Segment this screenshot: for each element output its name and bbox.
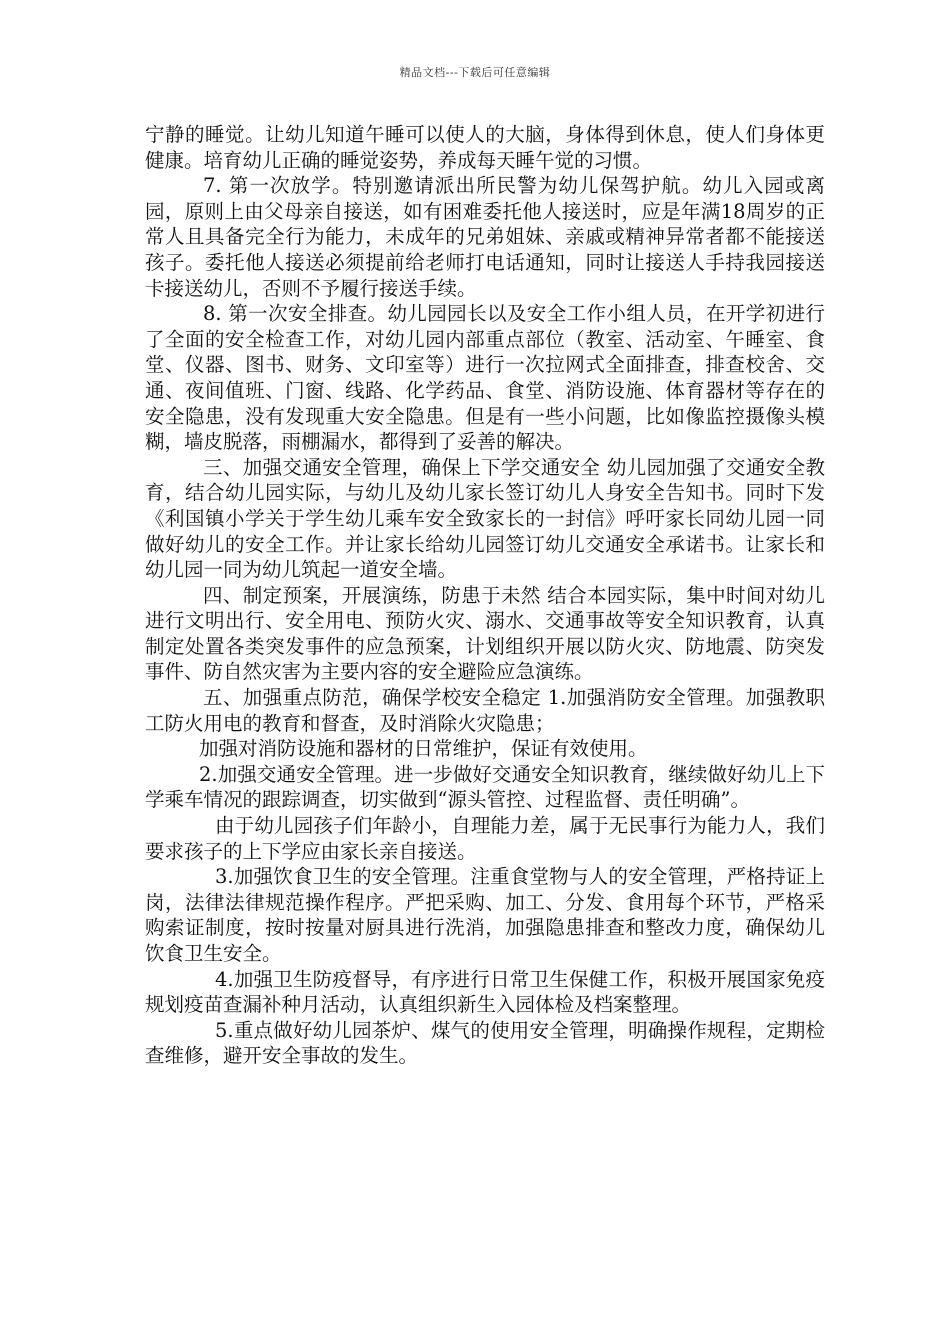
- paragraph-food-hygiene: 3.加强饮食卫生的安全管理。注重食堂物与人的安全管理，严格持证上岗，法律法律规范操作程序。严把采购、加工、分发、食用每个环节，严格采购索证制度，按时按量对厨具进行洗消，加强隐患排查和整改力度，确保幼儿饮食卫生安全。: [145, 865, 825, 965]
- document-body: [145, 122, 825, 1069]
- paragraph-parent-pickup: 由于幼儿园孩子们年龄小，自理能力差，属于无民事行为能力人，我们要求孩子的上下学应由家长亲自接送。: [145, 814, 825, 863]
- paragraph-boiler-gas: 5.重点做好幼儿园茶炉、煤气的使用安全管理，明确操作规程，定期检查维修，避开安全事故的发生。: [145, 1018, 825, 1068]
- page-header: 精品文档---下载后可任意编辑: [399, 66, 551, 79]
- paragraph-emergency-plan: 四、制定预案，开展演练，防患于未然 结合本园实际，集中时间对幼儿进行文明出行、安全用电、预防火灾、溺水、交通事故等安全知识教育，认真制定处置各类突发事件的应急预案，计划组织开展以防火灾、防地震、防突发事件、防自然灾害为主要内容的安全避险应急演练。: [145, 583, 825, 684]
- paragraph-nap-continuation: 宁静的睡觉。让幼儿知道午睡可以使人的大脑，身体得到休息，使人们身体更健康。培育幼儿正确的睡觉姿势，养成每天睡午觉的习惯。: [145, 123, 825, 172]
- paragraph-traffic-safety: 三、加强交通安全管理，确保上下学交通安全 幼儿园加强了交通安全教育，结合幼儿园实际，与幼儿及幼儿家长签订幼儿人身安全告知书。同时下发《利国镇小学关于学生幼儿乘车安全致家长的一封信》呼吁家长同幼儿园一同做好幼儿的安全工作。并让家长给幼儿园签订幼儿交通安全承诺书。让家长和幼儿园一同为幼儿筑起一道安全墙。: [145, 455, 825, 582]
- paragraph-traffic-management: 2.加强交通安全管理。进一步做好交通安全知识教育，继续做好幼儿上下学乘车情况的跟踪调查，切实做到“源头管控、过程监督、责任明确”。: [145, 762, 825, 812]
- paragraph-first-safety-check: 8. 第一次安全排查。幼儿园园长以及安全工作小组人员，在开学初进行了全面的安全检查工作，对幼儿园内部重点部位（教室、活动室、午睡室、食堂、仪器、图书、财务、文印室等）进行一次拉网式全面排查，排查校舍、交通、夜间值班、门窗、线路、化学药品、食堂、消防设施、体育器材等存在的安全隐患，没有发现重大安全隐患。但是有一些小问题，比如像监控摄像头模糊，墙皮脱落，雨棚漏水，都得到了妥善的解决。: [145, 302, 825, 454]
- paragraph-epidemic-prevention: 4.加强卫生防疫督导，有序进行日常卫生保健工作，积极开展国家免疫规划疫苗查漏补种月活动，认真组织新生入园体检及档案整理。: [145, 967, 825, 1017]
- paragraph-fire-equipment: 加强对消防设施和器材的日常维护，保证有效使用。: [199, 737, 648, 761]
- paragraph-first-dismissal: 7. 第一次放学。特别邀请派出所民警为幼儿保驾护航。幼儿入园或离园，原则上由父母亲自接送，如有困难委托他人接送时，应是年满18周岁的正常人且具备完全行为能力，未成年的兄弟姐妹、亲戚或精神异常者都不能接送孩子。委托他人接送必须提前给老师打电话通知，同时让接送人手持我园接送卡接送幼儿，否则不予履行接送手续。: [145, 174, 825, 300]
- paragraph-key-prevention: 五、加强重点防范，确保学校安全稳定 1.加强消防安全管理。加强教职工防火用电的教育和督查，及时消除火灾隐患；: [145, 686, 825, 735]
